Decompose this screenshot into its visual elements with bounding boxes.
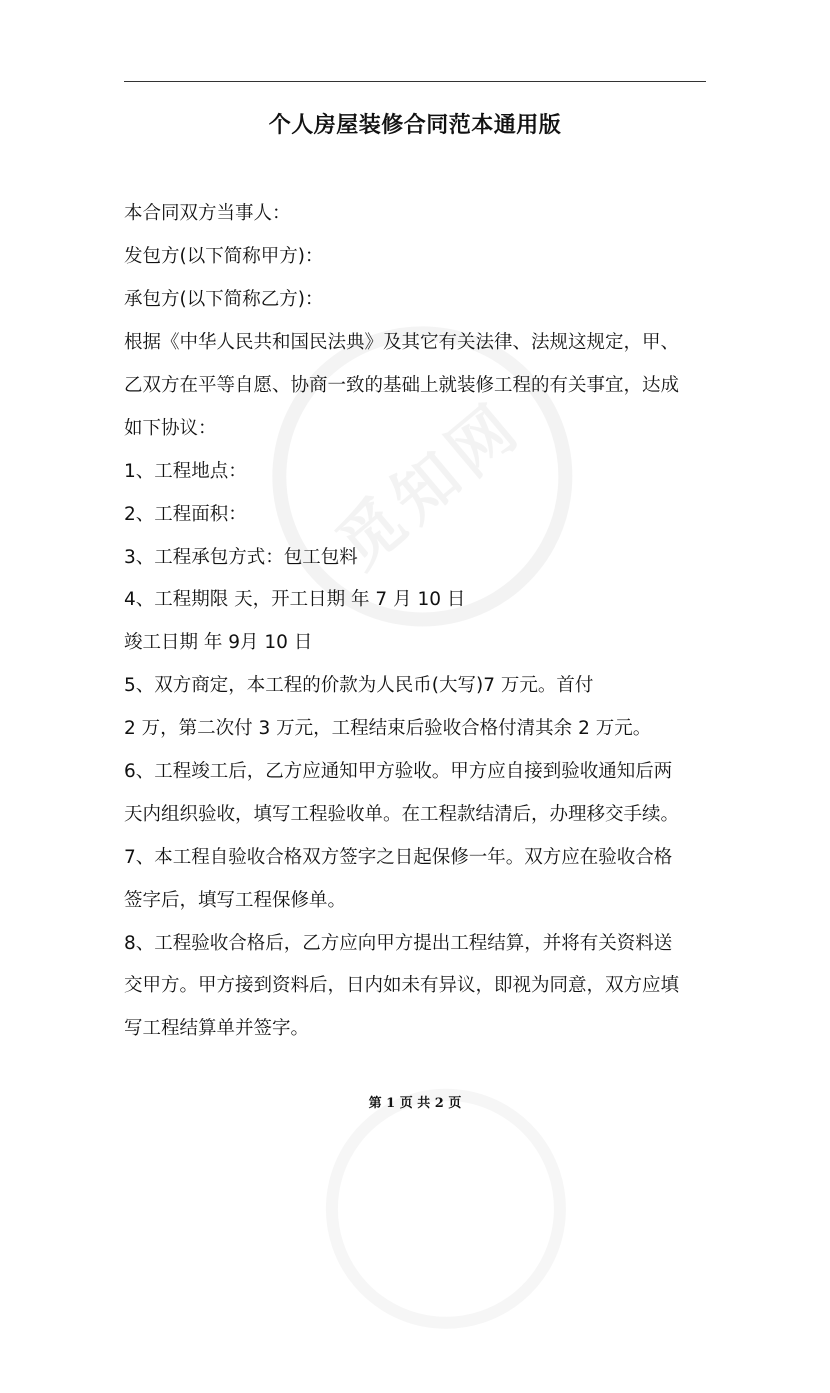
body-line: 乙双方在平等自愿、协商一致的基础上就装修工程的有关事宜，达成	[124, 375, 680, 396]
body-line: 本合同双方当事人：	[124, 203, 291, 225]
body-line: 天内组织验收，填写工程验收单。在工程款结清后，办理移交手续。	[124, 803, 680, 825]
body-line: 1、工程地点：	[124, 460, 247, 482]
body-line: 3、工程承包方式：包工包料	[124, 546, 358, 568]
document-body	[124, 193, 714, 1051]
body-line: 6、工程竣工后，乙方应通知甲方验收。甲方应自接到验收通知后两	[124, 761, 673, 783]
body-line: 8、工程验收合格后，乙方应向甲方提出工程结算，并将有关资料送	[124, 932, 673, 954]
body-line: 如下协议：	[124, 417, 217, 439]
body-line: 签字后，填写工程保修单。	[124, 889, 347, 911]
document-title: 个人房屋装修合同范本通用版	[268, 113, 562, 138]
body-line: 2 万，第二次付 3 万元，工程结束后验收合格付清其余 2 万元。	[124, 718, 652, 740]
watermark-bottom	[277, 1027, 643, 1393]
body-line: 根据《中华人民共和国民法典》及其它有关法律、法规这规定，甲、	[124, 332, 680, 354]
body-line: 7、本工程自验收合格双方签字之日起保修一年。双方应在验收合格	[124, 846, 673, 868]
body-line: 竣工日期 年 9月 10 日	[124, 632, 313, 654]
body-line: 写工程结算单并签字。	[124, 1018, 310, 1040]
body-line: 4、工程期限 天，开工日期 年 7 月 10 日	[124, 589, 466, 611]
header-rule	[124, 81, 706, 82]
watermark-text: 觅知网	[323, 387, 537, 584]
body-line: 承包方(以下简称乙方)：	[124, 289, 324, 311]
body-line: 交甲方。甲方接到资料后，日内如未有异议，即视为同意，双方应填	[124, 975, 680, 997]
watermark-bottom-ring	[277, 1040, 615, 1378]
body-line: 5、双方商定，本工程的价款为人民币(大写)7 万元。首付	[124, 675, 594, 697]
body-line: 发包方(以下简称甲方)：	[124, 246, 324, 268]
page-footer: 第 1 页 共 2 页	[368, 1096, 462, 1111]
body-line: 2、工程面积：	[124, 503, 247, 525]
